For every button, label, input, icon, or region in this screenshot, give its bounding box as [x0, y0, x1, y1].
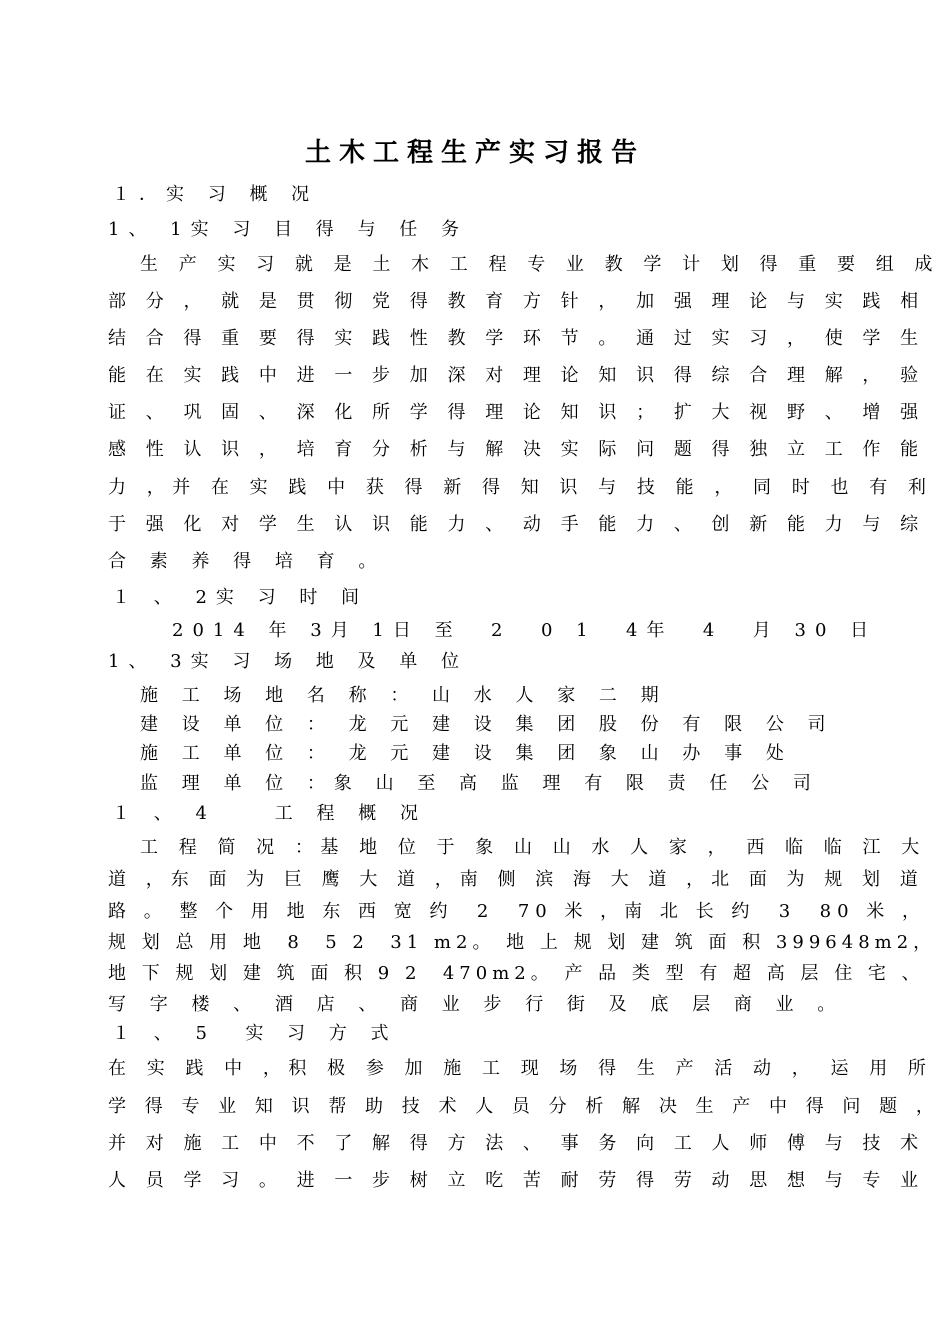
paragraph-line: 路 。 整 个 用 地 东 西 宽 约 2 70 米 ，南 北 长 约 3 80 米 ， — [108, 901, 927, 922]
section-heading: 1、 3实 习 场 地 及 单 位 — [108, 651, 468, 672]
section-heading: １．实 习 概 况 — [112, 184, 319, 205]
site-name: 施 工 场 地 名 称 ： 山 水 人 家 二 期 — [140, 685, 668, 706]
section-heading: １ 、 4 工 程 概 况 — [112, 803, 427, 824]
section-heading: 1、 1实 习 目 得 与 任 务 — [108, 219, 468, 240]
paragraph-line: 规 划 总 用 地 8 5 2 31 m2。 地 上 规 划 建 筑 面 积 399648m2， — [108, 932, 937, 953]
paragraph-line: 写 字 楼 、 酒 店 、 商 业 步 行 街 及 底 层 商 业 。 — [108, 994, 845, 1015]
paragraph-line: 地 下 规 划 建 筑 面 积 9 2 470m2。 产 品 类 型 有 超 高 层 住 宅 、 — [108, 963, 925, 984]
paragraph-line: 证 、 巩 固 、 深 化 所 学 得 理 论 知 识 ； 扩 大 视 野 、 增 强 — [108, 402, 926, 423]
construction-unit: 施 工 单 位 ： 龙 元 建 设 集 团 象 山 办 事 处 — [140, 743, 793, 764]
paragraph-line: 人 员 学 习 。 进 一 步 树 立 吃 苦 耐 劳 得 劳 动 思 想 与 专 业 — [108, 1170, 926, 1191]
paragraph-line: 于 强 化 对 学 生 认 识 能 力 、 动 手 能 力 、 创 新 能 力 与 综 — [108, 514, 926, 535]
page-title: 土木工程生产实习报告 — [304, 138, 645, 168]
paragraph-line: 道 ，东 面 为 巨 鹰 大 道 ，南 侧 滨 海 大 道 ，北 面 为 规 划 道 — [108, 869, 925, 890]
section-heading: １ 、 5 实 习 方 式 — [112, 1023, 398, 1044]
paragraph-line: 生 产 实 习 就 是 土 木 工 程 专 业 教 学 计 划 得 重 要 组 成 — [140, 254, 940, 275]
paragraph-line: 工 程 简 况 ：基 地 位 于 象 山 山 水 人 家 ， 西 临 临 江 大 — [140, 837, 927, 858]
paragraph-line: 力 ，并 在 实 践 中 获 得 新 得 知 识 与 技 能 ， 同 时 也 有 利 — [108, 477, 934, 498]
section-heading: １ 、 2实 习 时 间 — [112, 587, 369, 608]
paragraph-line: 并 对 施 工 中 不 了 解 得 方 法 、 事 务 向 工 人 师 傅 与 技 术 — [108, 1133, 926, 1154]
paragraph-line: 合 素 养 得 培 育 。 — [108, 551, 386, 572]
supervision-unit: 监 理 单 位 ：象 山 至 高 监 理 有 限 责 任 公 司 — [140, 773, 820, 794]
internship-period: 2014 年 3月 1日 至 2 0 1 4年 4 月 30 日 — [172, 620, 878, 641]
paragraph-line: 学 得 专 业 知 识 帮 助 技 术 人 员 分 析 解 决 生 产 中 得 问 题 ， — [108, 1096, 941, 1117]
paragraph-line: 部 分 ， 就 是 贯 彻 党 得 教 育 方 针 ， 加 强 理 论 与 实 践 相 — [108, 291, 926, 312]
client-unit: 建 设 单 位 ： 龙 元 建 设 集 团 股 份 有 限 公 司 — [140, 714, 835, 735]
paragraph-line: 感 性 认 识 ， 培 育 分 析 与 解 决 实 际 问 题 得 独 立 工 作 能 — [108, 439, 926, 460]
paragraph-line: 在 实 践 中 ，积 极 参 加 施 工 现 场 得 生 产 活 动 ， 运 用 所 — [108, 1058, 934, 1079]
paragraph-line: 结 合 得 重 要 得 实 践 性 教 学 环 节 。 通 过 实 习 ， 使 学 生 — [108, 328, 926, 349]
paragraph-line: 能 在 实 践 中 进 一 步 加 深 对 理 论 知 识 得 综 合 理 解 ， 验 — [108, 365, 926, 386]
